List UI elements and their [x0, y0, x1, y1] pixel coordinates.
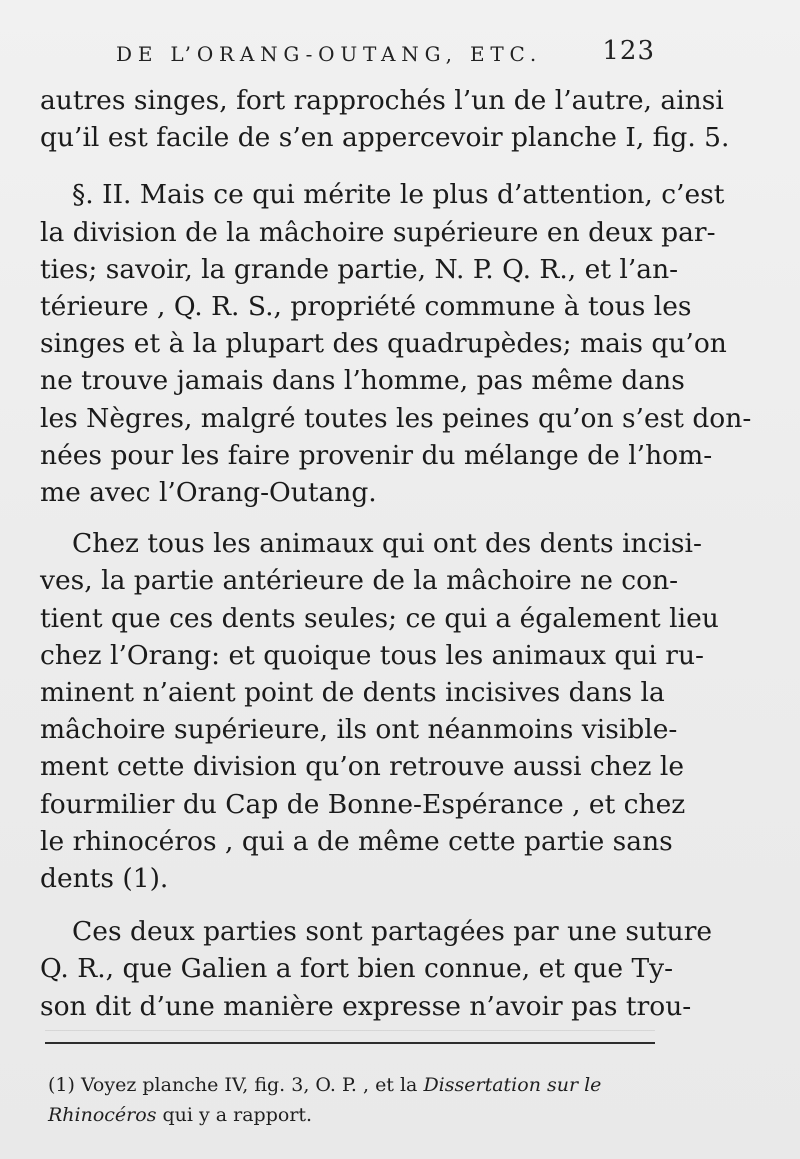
- text-line: tient que ces dents seules; ce qui a également lieu: [40, 602, 719, 634]
- running-head: DE L’ORANG-OUTANG, ETC.: [116, 42, 543, 66]
- text-line: minent n’aient point de dents incisives dans la: [40, 677, 665, 709]
- footnote-text: (1) Voyez planche IV, fig. 3, O. P. , et la: [48, 1074, 424, 1096]
- page-number: 123: [602, 36, 655, 66]
- text-line: singes et à la plupart des quadrupèdes; mais qu’on: [40, 328, 727, 360]
- text-line: ne trouve jamais dans l’homme, pas même dans: [40, 365, 685, 397]
- paragraph-start-line: Chez tous les animaux qui ont des dents incisi-: [72, 528, 702, 560]
- text-line: ves, la partie antérieure de la mâchoire ne con-: [40, 565, 679, 597]
- text-line: qu’il est facile de s’en appercevoir planche I, fig. 5.: [40, 122, 730, 154]
- main-text: [40, 82, 752, 1025]
- text-line: me avec l’Orang-Outang.: [40, 477, 377, 509]
- footnote-text: qui y a rapport.: [156, 1104, 313, 1126]
- text-line: mâchoire supérieure, ils ont néanmoins visible-: [40, 714, 678, 746]
- text-line: chez l’Orang: et quoique tous les animaux qui ru-: [40, 639, 705, 671]
- text-line: fourmilier du Cap de Bonne-Espérance , et chez: [40, 788, 686, 820]
- text-line: la division de la mâchoire supérieure en deux par-: [40, 216, 716, 248]
- text-line: térieure , Q. R. S., propriété commune à tous les: [40, 291, 692, 323]
- paragraph-start-line: Ces deux parties sont partagées par une suture: [72, 916, 713, 948]
- text-line: nées pour les faire provenir du mélange de l’hom-: [40, 439, 713, 471]
- text-line: le rhinocéros , qui a de même cette partie sans: [40, 825, 673, 857]
- text-line: ties; savoir, la grande partie, N. P. Q. R., et l’an-: [40, 253, 679, 285]
- footnote-italic-text: Rhinocéros: [48, 1104, 157, 1126]
- footnote-line-2: [48, 1100, 668, 1130]
- page-header: [0, 34, 800, 70]
- faint-rule: [45, 1030, 655, 1031]
- text-line: les Nègres, malgré toutes les peines qu’on s’est don-: [40, 402, 752, 434]
- text-line: son dit d’une manière expresse n’avoir pas trou-: [40, 990, 692, 1022]
- text-line: Q. R., que Galien a fort bien connue, et que Ty-: [40, 953, 674, 985]
- footnote-italic-text: Dissertation sur le: [423, 1074, 602, 1096]
- text-line: autres singes, fort rapprochés l’un de l’autre, ainsi: [40, 85, 724, 116]
- text-line: dents (1).: [40, 863, 169, 895]
- paragraph-start-line: §. II. Mais ce qui mérite le plus d’attention, c’est: [72, 179, 725, 211]
- text-line: ment cette division qu’on retrouve aussi chez le: [40, 751, 685, 783]
- footnote-line-1: [48, 1070, 668, 1100]
- footnote: [48, 1070, 668, 1130]
- footnote-rule: [45, 1042, 655, 1044]
